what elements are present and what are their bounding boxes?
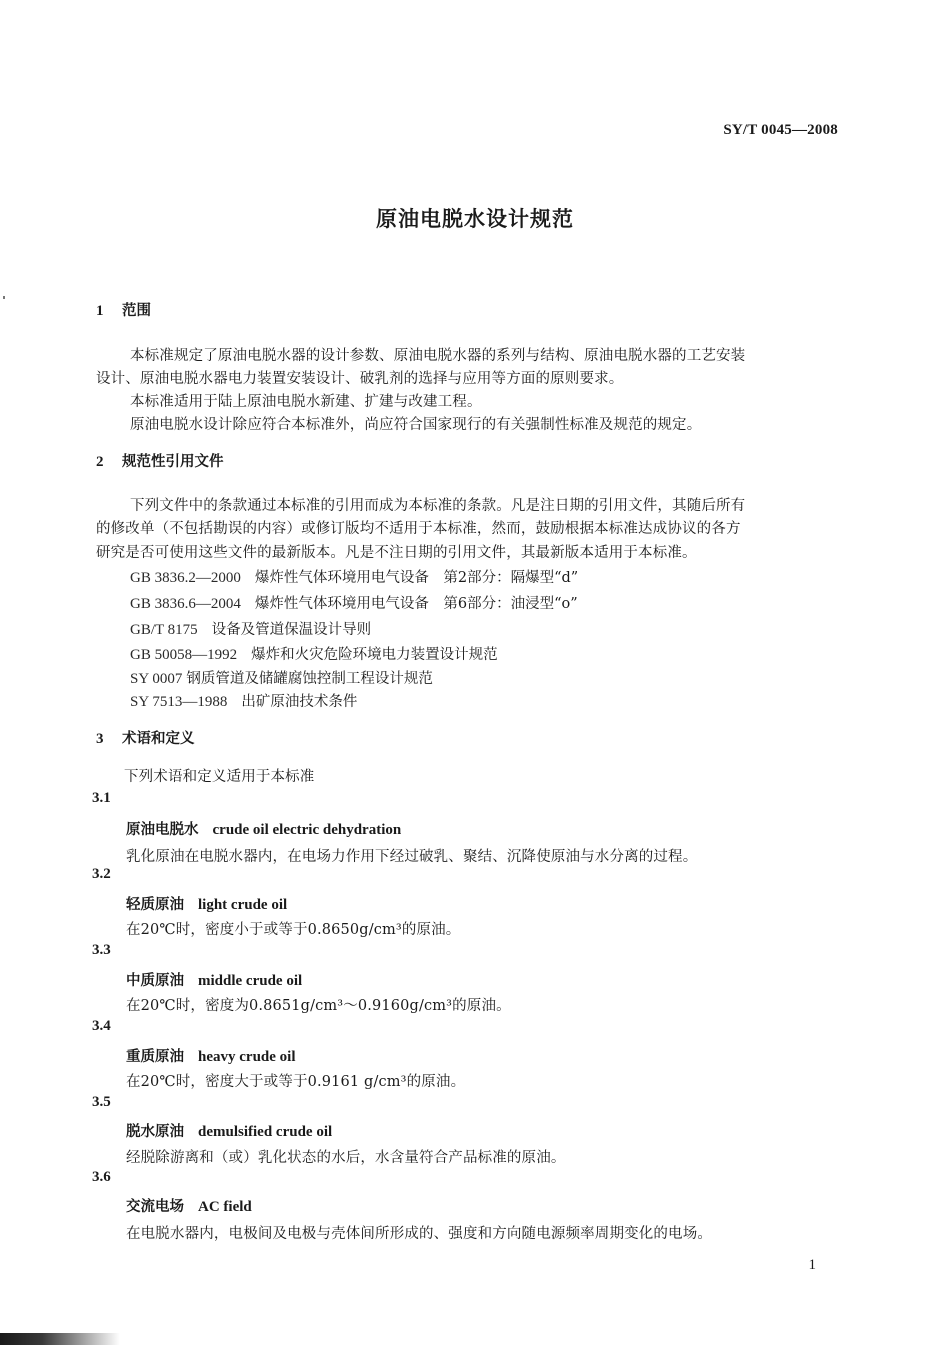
clause-number: 3.1 [92,790,111,806]
clause-number: 3.6 [92,1169,111,1185]
reference-item [130,566,578,587]
term-heading [126,818,401,839]
reference-title: 钢质管道及储罐腐蚀控制工程设计规范 [186,671,433,687]
reference-item [130,667,433,688]
paragraph: 本标准规定了原油电脱水器的设计参数、原油电脱水器的系列与结构、原油电脱水器的工艺安装 [130,348,746,364]
reference-code: SY 7513—1988 [130,694,228,710]
section-title: 术语和定义 [122,731,195,747]
reference-item [130,643,498,664]
section-number: 1 [96,303,104,319]
reference-title: 设备及管道保温设计导则 [211,622,372,638]
section-heading-1 [96,299,151,320]
paragraph: 研究是否可使用这些文件的最新版本。凡是不注日期的引用文件，其最新版本适用于本标准。 [96,545,697,561]
term-zh: 重质原油 [126,1049,184,1065]
term-heading [126,969,302,990]
reference-code: SY 0007 [130,671,183,687]
reference-title: 爆炸性气体环境用电气设备 第6部分：油浸型“o” [254,596,578,612]
section-number: 3 [96,731,104,747]
paragraph: 设计、原油电脱水器电力装置安装设计、破乳剂的选择与应用等方面的原则要求。 [96,371,624,387]
term-zh: 交流电场 [126,1199,184,1215]
section-number: 2 [96,454,104,470]
term-zh: 脱水原油 [126,1124,184,1140]
reference-code: GB 3836.2—2000 [130,570,241,586]
term-definition: 在20℃时，密度大于或等于0.9161 g/cm³的原油。 [126,1074,466,1090]
term-en: middle crude oil [198,973,303,989]
clause-number: 3.2 [92,866,111,882]
term-en: demulsified crude oil [198,1124,333,1140]
paragraph: 下列术语和定义适用于本标准 [124,769,315,785]
term-zh: 中质原油 [126,973,184,989]
paragraph: 本标准适用于陆上原油电脱水新建、扩建与改建工程。 [130,394,482,410]
reference-code: GB 50058—1992 [130,647,238,663]
term-en: heavy crude oil [198,1049,296,1065]
reference-item [130,592,578,613]
document-title: 原油电脱水设计规范 [376,207,574,231]
term-zh: 原油电脱水 [126,822,199,838]
reference-item [130,690,357,711]
term-definition: 在20℃时，密度为0.8651g/cm³～0.9160g/cm³的原油。 [126,998,511,1014]
clause-number: 3.5 [92,1094,111,1110]
paragraph: 原油电脱水设计除应符合本标准外，尚应符合国家现行的有关强制性标准及规范的规定。 [130,417,702,433]
term-en: light crude oil [198,897,288,913]
clause-number: 3.4 [92,1018,111,1034]
term-heading [126,1120,332,1141]
reference-code: GB/T 8175 [130,622,198,638]
term-zh: 轻质原油 [126,897,184,913]
reference-title: 爆炸性气体环境用电气设备 第2部分：隔爆型“d” [254,570,579,586]
reference-code: GB 3836.6—2004 [130,596,241,612]
term-en: AC field [198,1199,252,1215]
scan-artifact [0,1333,120,1345]
page-number: 1 [808,1257,816,1273]
standard-code: SY/T 0045—2008 [723,122,838,138]
clause-number: 3.3 [92,942,111,958]
reference-title: 爆炸和火灾危险环境电力装置设计规范 [251,647,498,663]
reference-title: 出矿原油技术条件 [241,694,358,710]
term-definition: 经脱除游离和（或）乳化状态的水后，水含量符合产品标准的原油。 [126,1150,566,1166]
section-title: 范围 [122,303,151,319]
section-heading-3 [96,727,195,748]
section-heading-2 [96,450,224,471]
term-heading [126,1195,252,1216]
paragraph: 下列文件中的条款通过本标准的引用而成为本标准的条款。凡是注日期的引用文件，其随后所有 [130,498,746,514]
section-title: 规范性引用文件 [122,454,224,470]
term-heading [126,1045,296,1066]
term-en: crude oil electric dehydration [212,822,402,838]
scan-artifact [3,296,5,299]
term-definition: 在20℃时，密度小于或等于0.8650g/cm³的原油。 [126,922,461,938]
paragraph: 的修改单（不包括勘误的内容）或修订版均不适用于本标准，然而，鼓励根据本标准达成协议的各方 [96,521,741,537]
reference-item [130,618,371,639]
term-definition: 乳化原油在电脱水器内，在电场力作用下经过破乳、聚结、沉降使原油与水分离的过程。 [126,849,698,865]
term-definition: 在电脱水器内，电极间及电极与壳体间所形成的、强度和方向随电源频率周期变化的电场。 [126,1226,712,1242]
term-heading [126,893,287,914]
